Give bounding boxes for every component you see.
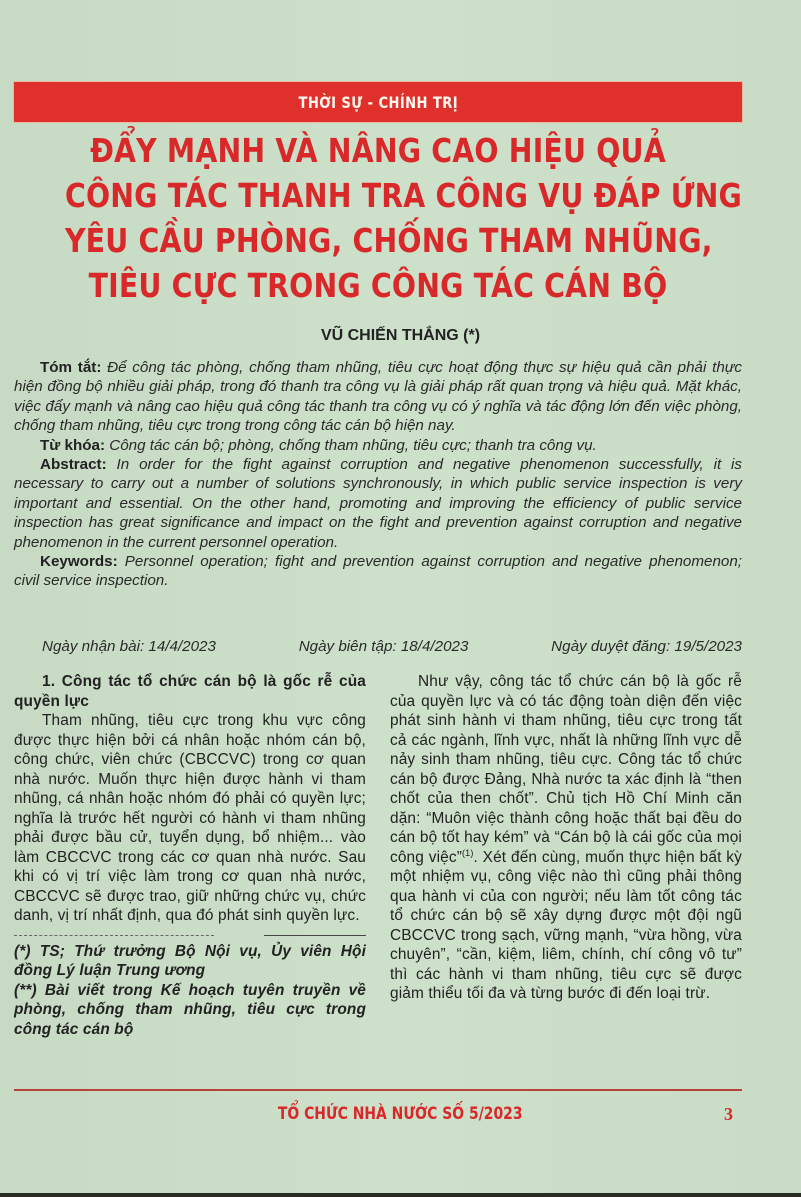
title-line: TIÊU CỰC TRONG CÔNG TÁC CÁN BỘ (88, 266, 668, 305)
body-paragraph (390, 672, 742, 1004)
reference-mark[interactable]: (1) (462, 847, 474, 858)
section-heading: 1. Công tác tổ chức cán bộ là gốc rễ của quyền lực (14, 673, 366, 710)
abstract-en (14, 455, 742, 552)
body-column-right (390, 672, 742, 1004)
footnotes (14, 942, 366, 1040)
publication-name (0, 1104, 801, 1124)
page-edge (0, 1193, 801, 1197)
article-dates (42, 638, 742, 655)
body-text: Như vậy, công tác tổ chức cán bộ là gốc rễ của quyền lực và có tác động toàn diện đến việc phát sinh hành vi tham nhũng, tiêu cực trong tất cả các ngành, lĩnh vực, nhất là những lĩnh vực dễ nảy sinh tham nhũng, tiêu cực. Công tác tổ chức cán bộ được Đảng, Nhà nước ta xác định là “then chốt của then chốt”. Chủ tịch Hồ Chí Minh căn dặn: “Muôn việc thành công hoặc thất bại đều do cán bộ tốt hay kém” và “Cán bộ là cái gốc của mọi công việc” (390, 673, 742, 866)
divider-dashed (14, 935, 214, 936)
section-label: THỜI SỰ - CHÍNH TRỊ (298, 92, 458, 112)
footnote-article: (**) Bài viết trong Kế hoạch tuyên truyền về phòng, chống tham nhũng, tiêu cực trong công tác cán bộ (14, 981, 366, 1038)
abstract-block (14, 358, 742, 591)
keywords-vi-text: Công tác cán bộ; phòng, chống tham nhũng, tiêu cực; thanh tra công vụ. (109, 436, 597, 454)
body-text: . Xét đến cùng, muốn thực hiện bất kỳ một nhiệm vụ, công việc nào thì cũng phải thông qua hành vi của con người; nếu làm tốt công tác tổ chức cán bộ sẽ xây dựng được một đội ngũ CBCCVC trong sạch, vững mạnh, “vừa hồng, vừa chuyên”, “cần, kiệm, liêm, chính, chí công vô tư” thì các hành vi tham nhũng, tiêu cực sẽ được giảm thiểu tối đa và từng bước đi đến loại trừ. (390, 848, 742, 1002)
divider-solid (264, 935, 366, 936)
abstract-en-label: Abstract: (40, 456, 107, 474)
title-line: CÔNG TÁC THANH TRA CÔNG VỤ ĐÁP ỨNG (64, 176, 742, 215)
title-line: ĐẨY MẠNH VÀ NÂNG CAO HIỆU QUẢ (90, 131, 666, 170)
section-banner (14, 82, 742, 122)
footnote-author: (*) TS; Thứ trưởng Bộ Nội vụ, Ủy viên Hội đồng Lý luận Trung ương (14, 942, 366, 979)
date-approved: Ngày duyệt đăng: 19/5/2023 (551, 638, 742, 655)
keywords-vi-label: Từ khóa: (40, 436, 105, 454)
page-number: 3 (724, 1104, 733, 1124)
summary-text: Để công tác phòng, chống tham nhũng, tiêu cực hoạt động thực sự hiệu quả cần phải thực hiện đồng bộ nhiều giải pháp, trong đó thanh tra công vụ là giải pháp rất quan trọng và hiệu quả. Mặt khác, việc đẩy mạnh và nâng cao hiệu quả công tác thanh tra công vụ có ý nghĩa và tác động lớn đến việc phòng, chống tham nhũng, tiêu cực trong trong công tác cán bộ hiện nay. (14, 359, 742, 435)
publication-label: TỔ CHỨC NHÀ NƯỚC SỐ 5/2023 (278, 1104, 523, 1124)
date-received: Ngày nhận bài: 14/4/2023 (42, 638, 216, 655)
abstract-en-text: In order for the fight against corruption and negative phenomenon successfully, it is necessary to carry out a number of solutions synchronously, in which public service inspection is very important and essential. On the other hand, promoting and improving the efficiency of public service inspection has great significance and impact on the fight and prevention against corruption and negative phenomenon in the current personnel operation. (14, 456, 742, 551)
keywords-en (14, 552, 742, 591)
title-line: YÊU CẦU PHÒNG, CHỐNG THAM NHŨNG, (64, 221, 713, 260)
article-title (14, 128, 742, 308)
footer-rule (14, 1089, 742, 1091)
keywords-vi (14, 436, 742, 455)
summary-label: Tóm tắt: (40, 359, 102, 376)
summary-vi (14, 358, 742, 436)
date-edited: Ngày biên tập: 18/4/2023 (298, 638, 469, 655)
keywords-en-label: Keywords: (40, 553, 118, 571)
body-column-left (14, 672, 366, 1039)
keywords-en-text: Personnel operation; fight and prevention against corruption and negative phenomenon; civil service inspection. (14, 553, 742, 590)
author-name: VŨ CHIẾN THẮNG (*) (320, 327, 481, 344)
footnote-divider (14, 930, 366, 940)
body-paragraph: Tham nhũng, tiêu cực trong khu vực công được thực hiện bởi cá nhân hoặc nhóm cán bộ, công chức, viên chức (CBCCVC) trong cơ quan nhà nước. Muốn thực hiện được hành vi tham nhũng, cá nhân hoặc nhóm đó phải có quyền lực; nghĩa là trước hết người có hành vi tham nhũng phải được bầu cử, tuyển dụng, bổ nhiệm... vào làm CBCCVC trong các cơ quan nhà nước. Sau khi có vị trí việc làm trong cơ quan nhà nước, CBCCVC sẽ được trao, giữ những chức vụ, chức danh, vị trí nhất định, qua đó phát sinh quyền lực. (14, 712, 366, 924)
